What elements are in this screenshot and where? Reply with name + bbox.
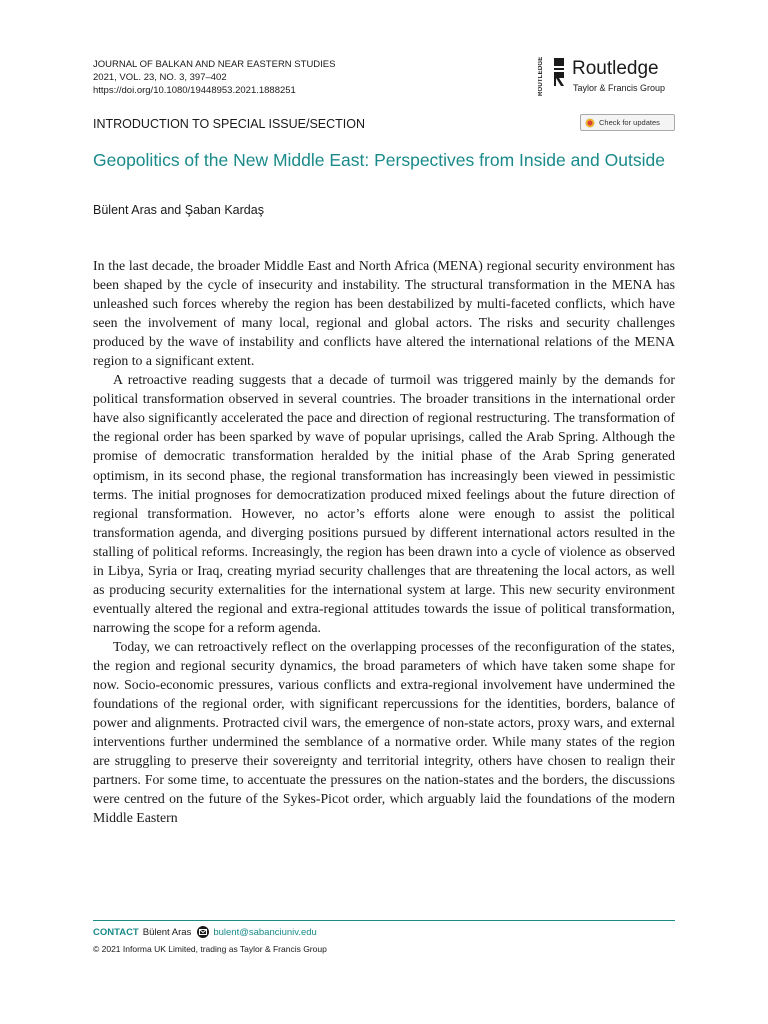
routledge-logo-icon bbox=[538, 56, 552, 96]
copyright-notice: © 2021 Informa UK Limited, trading as Taylor & Francis Group bbox=[93, 944, 327, 954]
body-paragraph: A retroactive reading suggests that a decade of turmoil was triggered mainly by the demands for political transformation observed in several countries. The broader transitions in the international order have also significantly accelerated the pace and direction of regional restructuring. The transformation of the regional order has been sparked by wave of popular uprisings, called the Arab Spring. Although the promise of democratic transformation heralded by the initial phase of the Arab Spring generated optimism, in its second phase, the regional transformation has increasingly been viewed in pessimistic terms. The initial prognoses for democratization produced mixed feelings about the future direction of regional transformation. However, no actor’s efforts alone were enough to assist the political transformation agenda, and diverging positions pursued by different international actors resulted in the stalling of political reforms. Increasingly, the region has been drawn into a cycle of violence as observed in Libya, Syria or Iraq, creating myriad security challenges that are threatening the local actors, as well as producing security externalities for the international system at large. This new security environment eventually altered the regional and extra-regional attitudes towards the issue of political transformation, narrowing the scope for a reform agenda. bbox=[93, 372, 675, 635]
contact-line bbox=[93, 926, 317, 938]
contact-label: CONTACT bbox=[93, 926, 139, 938]
body-paragraph: In the last decade, the broader Middle East and North Africa (MENA) regional security environment has been shaped by the cycle of insecurity and instability. The structural transformation in the MENA has unleashed such forces whereby the region has been destabilized by multi-faceted conflicts, which have seen the involvement of many local, regional and global actors. The risks and security challenges produced by the wave of instability and conflicts have altered the international relations of the MENA region to a significant extent. bbox=[93, 258, 675, 369]
doi-link[interactable]: https://doi.org/10.1080/19448953.2021.1888251 bbox=[93, 85, 296, 96]
section-label: INTRODUCTION TO SPECIAL ISSUE/SECTION bbox=[93, 117, 366, 131]
footer-divider bbox=[93, 920, 675, 921]
article-body bbox=[93, 256, 675, 827]
journal-name: JOURNAL OF BALKAN AND NEAR EASTERN STUDIES bbox=[93, 59, 336, 70]
publisher-name: Routledge bbox=[572, 58, 659, 79]
article-authors: Bülent Aras and Şaban Kardaş bbox=[93, 203, 264, 217]
publisher-vertical-mark: ROUTLEDGE bbox=[538, 56, 544, 96]
publisher-subtitle: Taylor & Francis Group bbox=[573, 83, 666, 93]
check-for-updates-label: Check for updates bbox=[599, 118, 660, 127]
contact-name: Bülent Aras bbox=[142, 926, 192, 938]
publisher-logo bbox=[538, 56, 678, 98]
article-title: Geopolitics of the New Middle East: Perspectives from Inside and Outside bbox=[93, 150, 665, 170]
envelope-icon bbox=[197, 926, 209, 938]
body-paragraph: Today, we can retroactively reflect on the overlapping processes of the reconfiguration of the states, the region and regional security dynamics, the broad parameters of which have taken some shape for now. Socio-economic pressures, various conflicts and extra-regional involvement have undermined the foundations of the regional order, with significant repercussions for the identities, borders, balance of power and alignments. Protracted civil wars, the emergence of non-state actors, proxy wars, and external interventions further undermined the semblance of a normative order. While many states of the region are struggling to preserve their sovereignty and territorial integrity, others have chosen to realign their partners. For some time, to accentuate the pressures on the nation-states and the borders, the discussions were centred on the future of the Sykes-Picot order, which arguably laid the foundations of the modern Middle Eastern bbox=[93, 638, 675, 826]
check-for-updates-button[interactable] bbox=[580, 114, 675, 131]
contact-email-link[interactable]: bulent@sabanciuniv.edu bbox=[213, 926, 317, 938]
crossmark-icon bbox=[585, 118, 595, 128]
journal-citation: 2021, VOL. 23, NO. 3, 397–402 bbox=[93, 72, 227, 83]
journal-header bbox=[93, 58, 493, 97]
routledge-emblem-icon bbox=[552, 58, 566, 94]
